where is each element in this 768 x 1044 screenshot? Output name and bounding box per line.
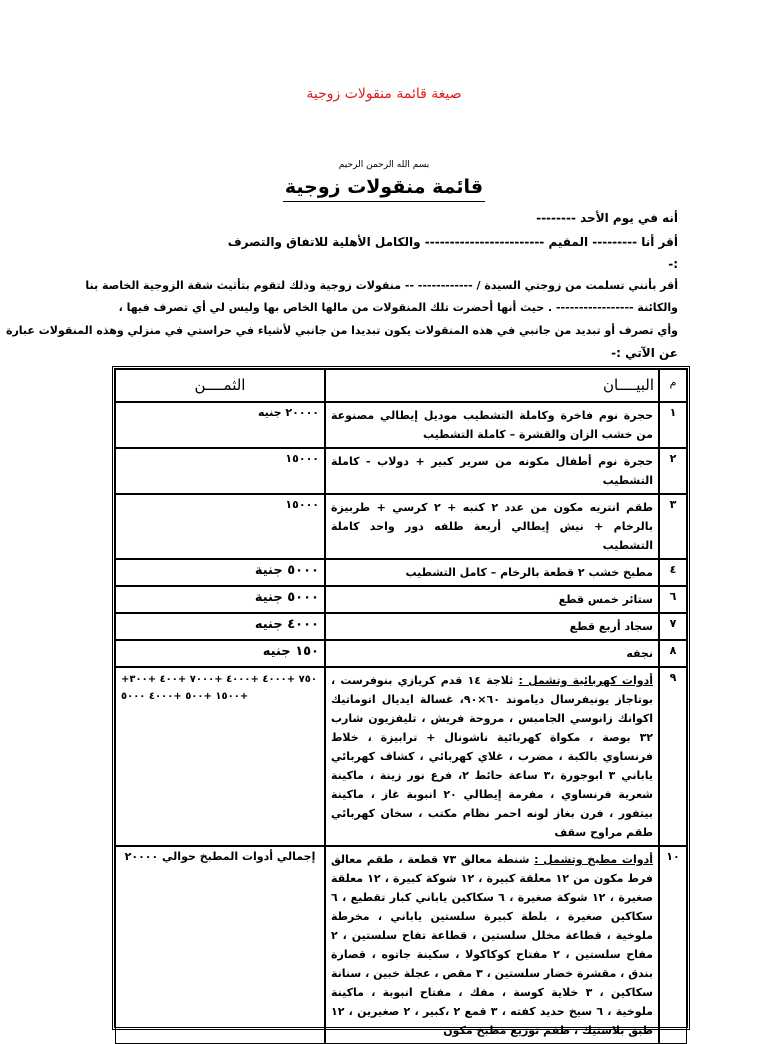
row-description: حجرة نوم فاخرة وكاملة التشطيب موديل إيطالي مصنوعة من خشب الزان والقشرة – كاملة التشطيب — [325, 402, 659, 448]
row-description — [325, 846, 659, 1044]
row-price: ١٥٠ جنيه — [115, 640, 325, 667]
top-title: صيغة قائمة منقولات زوجية — [306, 86, 462, 102]
row-num: ٩ — [659, 667, 687, 846]
row-description: مطبخ خشب ٢ قطعة بالرخام – كامل التشطيب — [325, 559, 659, 586]
row-price: إجمالي أدوات المطبخ حوالي ٢٠٠٠٠ — [115, 846, 325, 1044]
items-table — [112, 366, 690, 1037]
header-price: الثمــــن — [115, 369, 325, 402]
row-num: ٤ — [659, 559, 687, 586]
row-price: ١٥٠٠٠ — [115, 494, 325, 559]
intro-line-7: عن الآتي :- — [611, 346, 678, 360]
row-title: أدوات مطبخ وتشمل : — [534, 853, 653, 866]
row-description: حجرة نوم أطفال مكونه من سرير كبير + دولاب - كاملة التشطيب — [325, 448, 659, 494]
row-price: ٥٠٠٠ جنية — [115, 586, 325, 613]
row-num: ٦ — [659, 586, 687, 613]
row-num: ١٠ — [659, 846, 687, 1044]
header-num: م — [659, 369, 687, 402]
row-description — [325, 667, 659, 846]
row-price: +٧٥٠ +٤٠٠٠ +٤٠٠٠ +٧٠٠٠ +٤٠٠ +٣٠٠ +١٥٠٠ +٥٠٠ +٤٠٠٠ ٥٠٠٠ — [115, 667, 325, 846]
intro-line-2: أقر أنا --------- المقيم ------------------------ والكامل الأهلية للاتفاق والتصرف — [227, 235, 678, 249]
row-price: ٢٠٠٠٠ جنيه — [115, 402, 325, 448]
row-num: ١ — [659, 402, 687, 448]
header-description: البيــــان — [325, 369, 659, 402]
basmala: بسم الله الرحمن الرحيم — [338, 160, 430, 170]
table-row — [115, 846, 687, 1044]
table-row — [115, 494, 687, 559]
table-row — [115, 559, 687, 586]
table-header-row — [115, 369, 687, 402]
row-description-text: شنطة معالق ٧٣ قطعة ، طقم معالق فرط مكون من ١٢ معلقة كبيرة ، ١٢ شوكة كبيرة ، ١٢ معلقة صغيرة ، ١٢ شوكة صغيرة ، ٦ سكاكين ياباني كبار تقطيع ، ٦ سكاكين صغيرة ، بلطة كبيرة سلستين ياباني ، مخرطة ملوخية ، قطاعة مخلل سلستين ، قطاعة تفاح سلستين ، ٢ مفاح سلستين ، ٢ مفتاح كوكاكولا ، سكينة جاتوه ، قصارة بندق ، مقشرة خضار سلستين ، ٣ مقص ، عجلة خبين ، سنانة سكاكين ، ٣ خلاية كوسة ، مفك ، مفتاح انبوبة ، ماكينة ملوخية ، ٦ سيخ حديد كفته ، ٣ قمع ٢ ،كبير ، ٢ صغيرين ، ١٢ طبق بلاستيك ، طقم توزيع مطبخ مكون — [331, 853, 654, 1037]
intro-line-6: وأي تصرف أو تبديد من جانبي في هذه المنقولات يكون تبديدا من جانبي لأشياء في حراستي في منزلي وهذه المنقولات عبارة — [5, 324, 678, 337]
row-description: طقم انتريه مكون من عدد ٢ كنبه + ٢ كرسي + طربيزة بالرخام + نيش إيطالي أربعة طلفه دور واحد كاملة التشطيب — [325, 494, 659, 559]
row-description: ستائر خمس قطع — [325, 586, 659, 613]
intro-line-1: أنه في يوم الأحد -------- — [536, 211, 678, 225]
table-row — [115, 448, 687, 494]
intro-line-4: أقر بأنني تسلمت من زوجتي السيدة / ------------ -- منقولات زوجية وذلك لتقوم بتأثيث شقة الزوجية الخاصة بنا — [85, 279, 678, 292]
row-num: ٨ — [659, 640, 687, 667]
document-title — [0, 176, 768, 198]
row-price: ٥٠٠٠ جنية — [115, 559, 325, 586]
row-title: أدوات كهربائية وتشمل : — [518, 674, 653, 687]
row-num: ٧ — [659, 613, 687, 640]
intro-line-5: والكائنة ----------------- . حيث أنها أحضرت تلك المنقولات من مالها الخاص بها وليس لي أي تصرف فيها ، — [118, 301, 678, 314]
intro-line-3: :- — [668, 257, 678, 271]
table-row — [115, 640, 687, 667]
row-description-text: ثلاجة ١٤ قدم كريازي بنوفرست ، بوتاجاز يونيفرسال دياموند ٦٠×٩٠، غسالة ايديال اتوماتيك اكوانك زانوسي الجامبس ، مروحة فريش ، تليفزيون شارب ٣٢ بوصة ، مكواة كهربائية ناشونال + ترابيزة ، خلاط فرنساوي بالكبة ، مضرب ، غلاي كهربائي ، كشاف كهربائي ياباني ٣ ابوجورة ،٣ ساعة حائط ٢، فرع نور زينة ، ماكينة شعرية فرنساوي ، مفرمة إيطالي ٢٠ انبوبة غاز ، ماكينة بيتفور ، فرن بغاز لونه احمر نظام مكتب ، سخان كهربائي طقم مراوح سقف — [331, 674, 653, 839]
table-row — [115, 613, 687, 640]
row-description: نجفه — [325, 640, 659, 667]
document-title-text: قائمة منقولات زوجية — [283, 176, 485, 202]
row-price: ٤٠٠٠ جنيه — [115, 613, 325, 640]
row-num: ٣ — [659, 494, 687, 559]
row-price: ١٥٠٠٠ — [115, 448, 325, 494]
row-num: ٢ — [659, 448, 687, 494]
row-description: سجاد أربع قطع — [325, 613, 659, 640]
table-row — [115, 402, 687, 448]
table-row — [115, 586, 687, 613]
table-row — [115, 667, 687, 846]
